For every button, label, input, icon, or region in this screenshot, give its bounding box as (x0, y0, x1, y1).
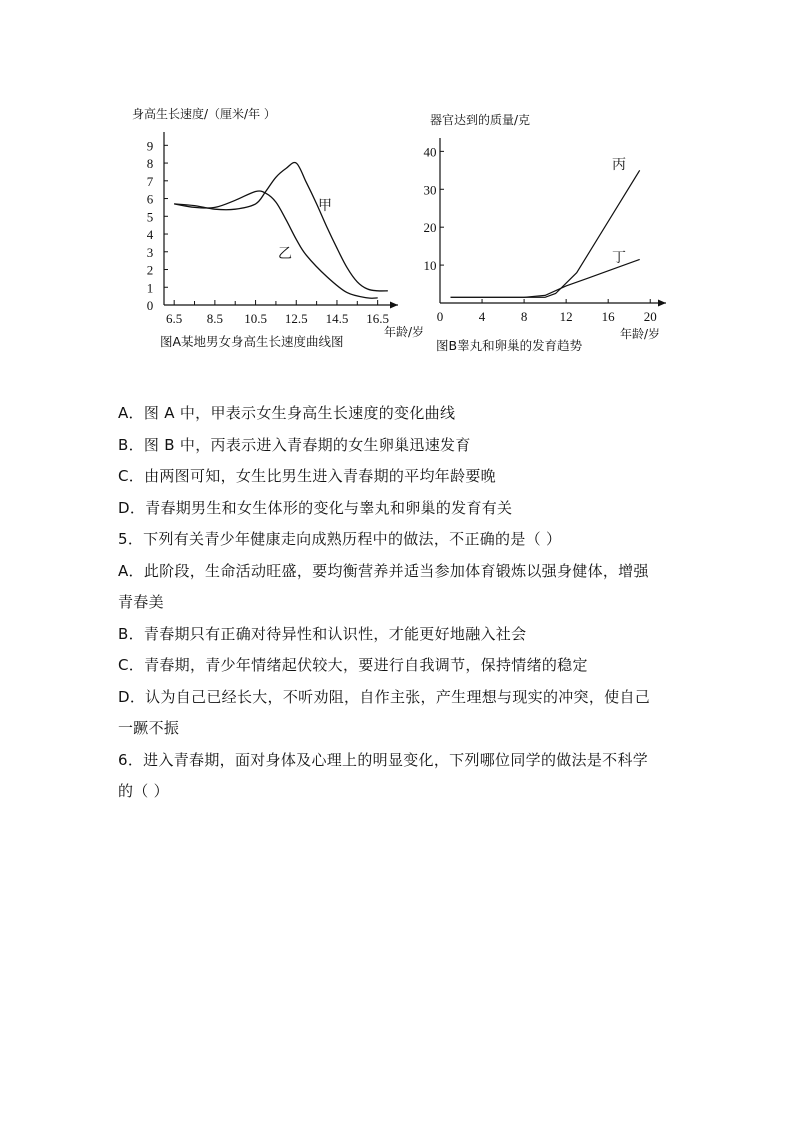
chart-b-x-arrow (658, 300, 666, 307)
option-a-q4: A．图 A 中，甲表示女生身高生长速度的变化曲线 (118, 404, 456, 422)
question-5-stem: 5．下列有关青少年健康走向成熟历程中的做法，不正确的是（ ） (118, 530, 562, 548)
series-line-bing (451, 170, 640, 297)
chart-b-series (451, 170, 640, 297)
series-label-jia: 甲 (318, 198, 332, 214)
chart-a-y-tick-label: 7 (146, 173, 154, 189)
chart-b-y-ticks (424, 144, 445, 273)
chart-a-ylabel: 身高生长速度/（厘米/年 ） (132, 107, 276, 121)
chart-b-x-tick-label: 16 (601, 309, 615, 324)
chart-a-y-tick-label: 1 (146, 280, 154, 296)
chart-b-x-tick-label: 8 (520, 309, 528, 324)
chart-a-x-tick-label: 12.5 (284, 311, 308, 326)
chart-b-y-tick-label: 40 (423, 144, 437, 160)
chart-a-x-arrow (390, 302, 398, 309)
chart-a (120, 100, 425, 360)
chart-a-xlabel: 年龄/岁 (384, 325, 425, 339)
option-c-q4: C．由两图可知，女生比男生进入青春期的平均年龄要晚 (118, 467, 496, 485)
chart-b (412, 100, 682, 362)
chart-b-ylabel: 器官达到的质量/克 (430, 113, 531, 127)
chart-a-x-tick-label: 16.5 (366, 311, 390, 326)
chart-a-x-tick-label: 8.5 (206, 311, 223, 326)
chart-b-x-tick-label: 12 (559, 309, 573, 324)
option-a-q5: A．此阶段，生命活动旺盛，要均衡营养并适当参加体育锻炼以强身健体，增强 (118, 561, 649, 580)
question-6-stem-cont: 的（ ） (118, 782, 169, 800)
option-d-q4: D．青春期男生和女生体形的变化与睾丸和卵巢的发育有关 (118, 498, 513, 517)
question-text (118, 398, 698, 808)
chart-b-x-tick-label: 20 (643, 309, 657, 324)
chart-a-caption: 图A某地男女身高生长速度曲线图 (160, 334, 344, 349)
chart-b-axes (440, 138, 666, 307)
chart-a-y-tick-label: 4 (146, 227, 154, 243)
question-6-stem: 6．进入青春期，面对身体及心理上的明显变化，下列哪位同学的做法是不科学 (118, 750, 649, 769)
series-label-ding: 丁 (612, 250, 626, 266)
chart-a-axes (164, 132, 398, 309)
chart-b-y-tick-label: 10 (423, 258, 437, 274)
series-line-jia (174, 162, 388, 290)
chart-a-x-tick-label: 14.5 (325, 311, 349, 326)
chart-a-y-tick-label: 3 (146, 244, 154, 260)
chart-a-x-tick-label: 10.5 (244, 311, 267, 326)
chart-a-y-tick-label: 8 (146, 156, 154, 172)
option-c-q5: C．青春期，青少年情绪起伏较大，要进行自我调节，保持情绪的稳定 (118, 656, 588, 674)
option-b-q4: B．图 B 中，丙表示进入青春期的女生卵巢迅速发育 (118, 435, 471, 454)
chart-a-y-ticks (147, 138, 168, 313)
chart-b-y-tick-label: 20 (423, 220, 437, 236)
chart-a-y-tick-label: 6 (146, 191, 154, 207)
option-d-q5: D．认为自己已经长大，不听劝阻，自作主张，产生理想与现实的冲突，使自己 (118, 687, 651, 706)
chart-a-y-tick-label: 0 (146, 298, 154, 313)
option-d-q5-cont: 一蹶不振 (118, 719, 180, 737)
chart-b-x-tick-label: 4 (478, 309, 486, 324)
chart-a-series (174, 162, 388, 298)
chart-a-y-tick-label: 9 (146, 138, 154, 154)
chart-b-caption: 图B睾丸和卵巢的发育趋势 (436, 338, 583, 353)
chart-b-xlabel: 年龄/岁 (620, 327, 661, 341)
series-label-bing: 丙 (612, 157, 626, 173)
chart-a-x-ticks (166, 300, 389, 326)
chart-a-y-tick-label: 5 (146, 209, 154, 225)
series-label-yi: 乙 (278, 246, 292, 262)
option-a-q5-cont: 青春美 (118, 593, 164, 611)
option-b-q5: B．青春期只有正确对待异性和认识性，才能更好地融入社会 (118, 624, 527, 643)
chart-a-y-tick-label: 2 (146, 262, 154, 278)
chart-b-x-tick-label: 0 (436, 309, 444, 324)
chart-b-y-tick-label: 30 (423, 182, 437, 198)
chart-a-x-tick-label: 6.5 (166, 311, 183, 326)
